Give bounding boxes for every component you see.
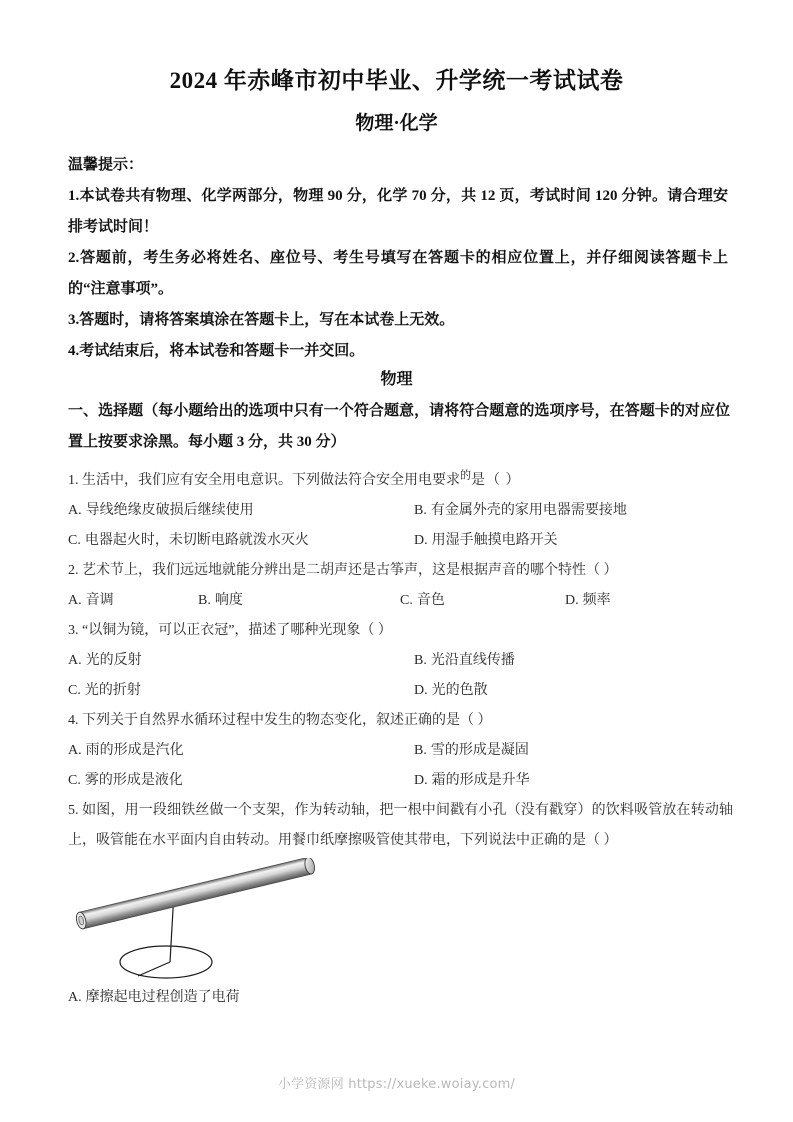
question-2-option-d-text: 频率 bbox=[582, 593, 611, 608]
question-4-option-d-label: D. bbox=[414, 773, 428, 788]
question-5-figure bbox=[68, 858, 733, 983]
question-2-option-c[interactable] bbox=[400, 586, 565, 616]
question-1-option-b-label: B. bbox=[414, 503, 427, 518]
question-4-option-a-label: A. bbox=[68, 743, 82, 758]
straw-on-wire-stand-icon bbox=[68, 858, 328, 983]
note-item-2: 2.答题前，考生务必将姓名、座位号、考生号填写在答题卡的相应位置上，并仔细阅读答题卡上的“注意事项”。 bbox=[68, 250, 728, 297]
question-5-stem bbox=[68, 796, 733, 856]
site-watermark: 小学资源网 https://xueke.woiay.com/ bbox=[277, 1077, 516, 1092]
question-3-option-a-text: 光的反射 bbox=[85, 653, 142, 668]
question-2-option-b[interactable] bbox=[198, 586, 400, 616]
question-4-option-c-label: C. bbox=[68, 773, 81, 788]
question-5-number: 5. bbox=[68, 803, 79, 818]
question-3-options bbox=[68, 646, 733, 706]
note-item-3: 3.答题时，请将答案填涂在答题卡上，写在本试卷上无效。 bbox=[68, 312, 455, 328]
question-2-option-c-label: C. bbox=[400, 593, 413, 608]
question-2-option-a-text: 音调 bbox=[85, 593, 114, 608]
question-4-option-a[interactable] bbox=[68, 736, 400, 766]
page-subtitle: 物理·化学 bbox=[355, 113, 438, 134]
question-4-option-b-text: 雪的形成是凝固 bbox=[430, 743, 529, 758]
question-2-option-d-label: D. bbox=[565, 593, 579, 608]
question-3 bbox=[68, 616, 733, 706]
question-1-option-a[interactable] bbox=[68, 496, 400, 526]
question-3-option-c-text: 光的折射 bbox=[84, 683, 141, 698]
question-4-option-c[interactable] bbox=[68, 766, 400, 796]
question-2 bbox=[68, 556, 733, 616]
section-instruction: 一、选择题（每小题给出的选项中只有一个符合题意，请将符合题意的选项序号，在答题卡的对应位置上按要求涂黑。每小题 3 分，共 30 分） bbox=[68, 403, 730, 450]
question-2-option-b-label: B. bbox=[198, 593, 211, 608]
question-2-option-a-label: A. bbox=[68, 593, 82, 608]
question-2-stem bbox=[68, 556, 733, 586]
question-1-options bbox=[68, 496, 733, 556]
question-4-number: 4. bbox=[68, 713, 79, 728]
question-1-option-c-text: 电器起火时，未切断电路就泼水灭火 bbox=[84, 533, 309, 548]
question-3-stem-text: “以铜为镜，可以正衣冠”，描述了哪种光现象（ ） bbox=[82, 623, 392, 638]
exam-notes bbox=[68, 150, 728, 367]
question-1-answer-blank: 是（ ） bbox=[471, 473, 521, 488]
notes-heading: 温馨提示： bbox=[68, 157, 144, 173]
question-5-option-a-text: 摩擦起电过程创造了电荷 bbox=[85, 990, 240, 1005]
question-4-option-b[interactable] bbox=[400, 736, 732, 766]
question-5-stem-text: 如图，用一段细铁丝做一个支架，作为转动轴，把一根中间戳有小孔（没有戳穿）的饮料吸管放在转动轴上，吸管能在水平面内自由转动。用餐巾纸摩擦吸管使其带电，下列说法中正确的是（ ） bbox=[68, 803, 734, 848]
question-2-number: 2. bbox=[68, 563, 79, 578]
question-1-option-a-text: 导线绝缘皮破损后继续使用 bbox=[85, 503, 254, 518]
question-2-option-c-text: 音色 bbox=[416, 593, 445, 608]
question-1-number: 1. bbox=[68, 473, 79, 488]
question-3-option-b[interactable] bbox=[400, 646, 732, 676]
question-list bbox=[68, 466, 733, 1013]
question-5 bbox=[68, 796, 733, 1013]
question-1-option-d-text: 用湿手触摸电路开关 bbox=[431, 533, 558, 548]
question-1-stem bbox=[68, 466, 733, 496]
subject-section-title: 物理 bbox=[380, 371, 413, 388]
question-4-options bbox=[68, 736, 733, 796]
question-2-options bbox=[68, 586, 733, 616]
question-5-option-a[interactable] bbox=[68, 983, 400, 1013]
question-3-option-d-label: D. bbox=[414, 683, 428, 698]
question-2-option-a[interactable] bbox=[68, 586, 198, 616]
question-4-option-c-text: 雾的形成是液化 bbox=[84, 773, 183, 788]
question-1-stem-text: 生活中，我们应有安全用电意识。下列做法符合安全用电要求 bbox=[82, 473, 460, 488]
question-3-option-a[interactable] bbox=[68, 646, 400, 676]
question-3-stem bbox=[68, 616, 733, 646]
question-4-option-b-label: B. bbox=[414, 743, 427, 758]
question-3-option-b-label: B. bbox=[414, 653, 427, 668]
note-item-1: 1.本试卷共有物理、化学两部分，物理 90 分，化学 70 分，共 12 页，考试时间 120 分钟。请合理安排考试时间！ bbox=[68, 188, 728, 235]
question-2-option-b-text: 响度 bbox=[214, 593, 243, 608]
question-4 bbox=[68, 706, 733, 796]
question-1-option-c-label: C. bbox=[68, 533, 81, 548]
question-3-option-b-text: 光沿直线传播 bbox=[430, 653, 515, 668]
question-3-option-c-label: C. bbox=[68, 683, 81, 698]
question-4-stem-text: 下列关于自然界水循环过程中发生的物态变化，叙述正确的是（ ） bbox=[82, 713, 492, 728]
note-item-4: 4.考试结束后，将本试卷和答题卡一并交回。 bbox=[68, 343, 365, 359]
question-1 bbox=[68, 466, 733, 556]
question-1-option-b-text: 有金属外壳的家用电器需要接地 bbox=[430, 503, 627, 518]
question-3-option-a-label: A. bbox=[68, 653, 82, 668]
question-5-options bbox=[68, 983, 733, 1013]
question-1-option-c[interactable] bbox=[68, 526, 400, 556]
question-3-option-d-text: 光的色散 bbox=[431, 683, 488, 698]
question-4-option-d-text: 霜的形成是升华 bbox=[431, 773, 530, 788]
question-1-option-d-label: D. bbox=[414, 533, 428, 548]
question-3-option-c[interactable] bbox=[68, 676, 400, 706]
question-5-option-a-label: A. bbox=[68, 990, 82, 1005]
question-3-number: 3. bbox=[68, 623, 79, 638]
question-4-option-d[interactable] bbox=[400, 766, 732, 796]
question-2-option-d[interactable] bbox=[565, 586, 725, 616]
question-2-stem-text: 艺术节上，我们远远地就能分辨出是二胡声还是古筝声，这是根据声音的哪个特性（ ） bbox=[82, 563, 618, 578]
question-1-raised-char: 的 bbox=[460, 469, 471, 482]
question-4-option-a-text: 雨的形成是汽化 bbox=[85, 743, 184, 758]
question-4-stem bbox=[68, 706, 733, 736]
question-1-option-d[interactable] bbox=[400, 526, 732, 556]
question-1-option-a-label: A. bbox=[68, 503, 82, 518]
question-3-option-d[interactable] bbox=[400, 676, 732, 706]
page-title: 2024 年赤峰市初中毕业、升学统一考试试卷 bbox=[169, 68, 624, 93]
question-1-option-b[interactable] bbox=[400, 496, 732, 526]
